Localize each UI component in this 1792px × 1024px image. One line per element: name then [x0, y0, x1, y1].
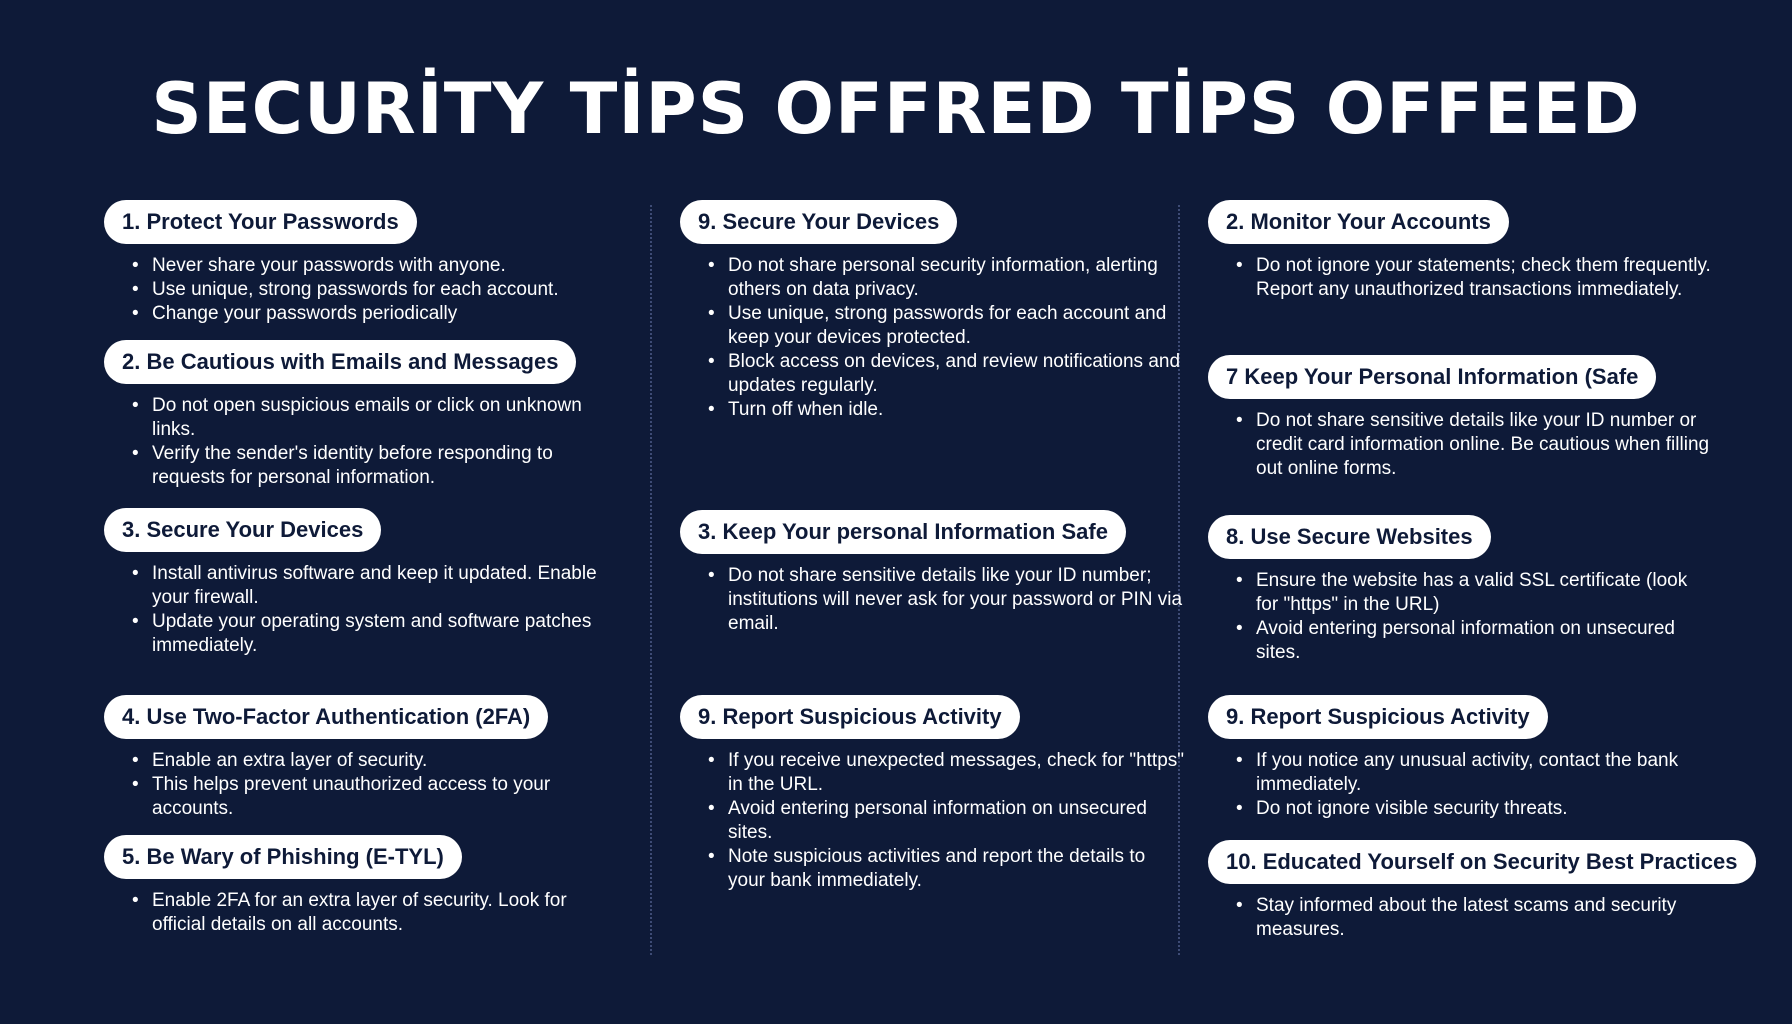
tip-bullet: • Never share your passwords with anyone.: [152, 254, 609, 278]
tip-bullet: • Update your operating system and software patches immediately.: [152, 610, 609, 658]
tip-bullet: • Do not share personal security information, alerting others on data privacy.: [728, 254, 1185, 302]
tip-card: [1208, 840, 1738, 942]
tip-heading: 10. Educated Yourself on Security Best Practices: [1208, 840, 1756, 884]
tip-bullet-list: [1208, 894, 1713, 942]
tip-bullet: • Ensure the website has a valid SSL certificate (look for "https" in the URL): [1256, 569, 1713, 617]
tip-bullet-list: [1208, 254, 1713, 302]
tip-bullet: • This helps prevent unauthorized access to your accounts.: [152, 773, 609, 821]
tip-card: [104, 508, 609, 658]
tip-bullet: • Use unique, strong passwords for each account and keep your devices protected.: [728, 302, 1185, 350]
tip-heading: 9. Report Suspicious Activity: [1208, 695, 1548, 739]
tip-bullet-list: [680, 749, 1185, 893]
tip-bullet-list: [1208, 749, 1713, 821]
tip-bullet-list: [104, 749, 609, 821]
tip-heading: 3. Keep Your personal Information Safe: [680, 510, 1126, 554]
tip-bullet: • If you receive unexpected messages, check for "https" in the URL.: [728, 749, 1185, 797]
tip-bullet: • Avoid entering personal information on unsecured sites.: [1256, 617, 1713, 665]
column-divider: [650, 205, 652, 955]
tip-bullet: • Enable 2FA for an extra layer of security. Look for official details on all accounts.: [152, 889, 609, 937]
tip-card: [1208, 355, 1713, 481]
tip-heading: 2. Monitor Your Accounts: [1208, 200, 1509, 244]
tip-bullet-list: [1208, 569, 1713, 665]
tip-bullet: • Turn off when idle.: [728, 398, 1185, 422]
tip-bullet-list: [104, 889, 609, 937]
tip-card: [1208, 200, 1713, 302]
tip-heading: 9. Report Suspicious Activity: [680, 695, 1020, 739]
tip-heading: 8. Use Secure Websites: [1208, 515, 1491, 559]
tip-bullet: • Do not share sensitive details like your ID number; institutions will never ask for your password or PIN via email.: [728, 564, 1185, 636]
tip-heading: 7 Keep Your Personal Information (Safe: [1208, 355, 1656, 399]
tip-heading: 4. Use Two-Factor Authentication (2FA): [104, 695, 548, 739]
tip-card: [1208, 515, 1713, 665]
tip-bullet: • Enable an extra layer of security.: [152, 749, 609, 773]
tip-bullet: • Verify the sender's identity before responding to requests for personal information.: [152, 442, 609, 490]
tip-heading: 2. Be Cautious with Emails and Messages: [104, 340, 576, 384]
tip-card: [680, 510, 1185, 636]
tip-bullet: • Change your passwords periodically: [152, 302, 609, 326]
tip-card: [1208, 695, 1713, 821]
tip-bullet: • Use unique, strong passwords for each account.: [152, 278, 609, 302]
tip-card: [104, 200, 609, 326]
tip-heading: 5. Be Wary of Phishing (E-TYL): [104, 835, 462, 879]
tip-bullet-list: [104, 562, 609, 658]
tip-bullet: • Note suspicious activities and report the details to your bank immediately.: [728, 845, 1185, 893]
tip-bullet-list: [680, 564, 1185, 636]
tip-bullet-list: [1208, 409, 1713, 481]
tip-card: [104, 695, 609, 821]
tip-bullet: • Do not ignore your statements; check them frequently. Report any unauthorized transactions immediately.: [1256, 254, 1713, 302]
tip-card: [680, 200, 1185, 422]
tip-bullet: • Block access on devices, and review notifications and updates regularly.: [728, 350, 1185, 398]
tip-bullet: • Do not share sensitive details like your ID number or credit card information online. Be cautious when filling out online forms.: [1256, 409, 1713, 481]
tip-card: [680, 695, 1185, 893]
tip-heading: 3. Secure Your Devices: [104, 508, 381, 552]
tip-bullet: • Do not open suspicious emails or click on unknown links.: [152, 394, 609, 442]
tip-bullet: • Install antivirus software and keep it updated. Enable your firewall.: [152, 562, 609, 610]
tip-bullet: • Avoid entering personal information on unsecured sites.: [728, 797, 1185, 845]
tip-bullet: • Do not ignore visible security threats.: [1256, 797, 1713, 821]
tip-bullet-list: [104, 254, 609, 326]
tip-heading: 1. Protect Your Passwords: [104, 200, 417, 244]
tip-bullet: • If you notice any unusual activity, contact the bank immediately.: [1256, 749, 1713, 797]
tip-bullet-list: [104, 394, 609, 490]
tip-heading: 9. Secure Your Devices: [680, 200, 957, 244]
tip-card: [104, 835, 609, 937]
tip-bullet-list: [680, 254, 1185, 422]
tip-bullet: • Stay informed about the latest scams and security measures.: [1256, 894, 1713, 942]
tip-card: [104, 340, 609, 490]
page-title: SECURİTY TİPS OFFRED TİPS OFFEED: [151, 68, 1641, 150]
